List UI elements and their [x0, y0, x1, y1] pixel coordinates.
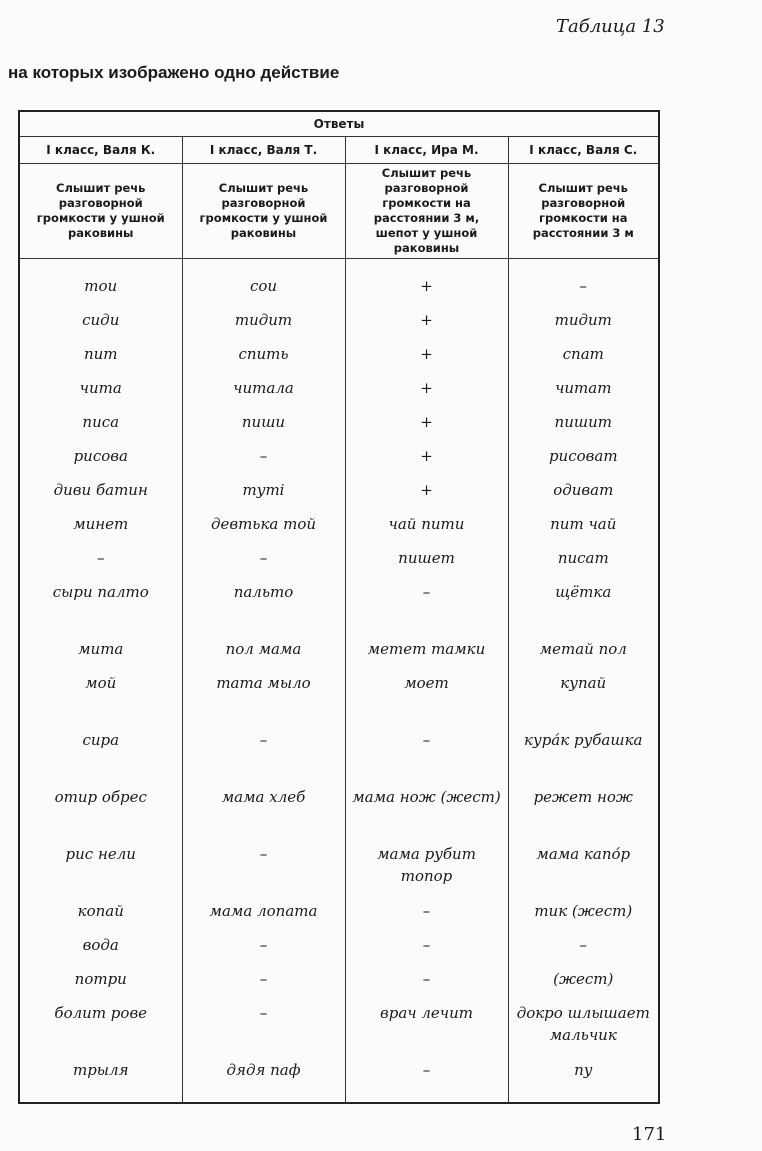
table-cell: –	[182, 843, 345, 900]
table-cell: мама рубит топор	[345, 843, 508, 900]
table-cell: –	[345, 581, 508, 638]
table-cell: читала	[182, 377, 345, 411]
table-cell: –	[19, 547, 182, 581]
table-cell: –	[345, 968, 508, 1002]
section-heading: на которых изображено одно действие	[8, 63, 340, 82]
table-row	[19, 968, 659, 1002]
table-cell: пальто	[182, 581, 345, 638]
table-cell: врач лечит	[345, 1002, 508, 1059]
table-cell: туті	[182, 479, 345, 513]
table-row	[19, 900, 659, 934]
spacer-cell	[182, 259, 345, 276]
table-cell: минет	[19, 513, 182, 547]
table-row	[19, 513, 659, 547]
table-row	[19, 1002, 659, 1059]
table-row	[19, 638, 659, 672]
student-col-2: I класс, Валя Т.	[182, 137, 345, 164]
table-cell: тидит	[508, 309, 659, 343]
table-cell: сира	[19, 729, 182, 786]
answers-header: Ответы	[19, 111, 659, 137]
hearing-col-3: Слышит речь разговорной громкости на расстоянии 3 м, шепот у ушной раковины	[345, 164, 508, 259]
student-col-3: I класс, Ира М.	[345, 137, 508, 164]
table-cell: купай	[508, 672, 659, 729]
table-cell: вода	[19, 934, 182, 968]
table-cell: сыри палто	[19, 581, 182, 638]
table-cell: потри	[19, 968, 182, 1002]
student-row	[19, 137, 659, 164]
table-row	[19, 934, 659, 968]
table-cell: (жест)	[508, 968, 659, 1002]
table-cell: диви батин	[19, 479, 182, 513]
table-cell: трыля	[19, 1059, 182, 1103]
table-row	[19, 729, 659, 786]
table-cell: +	[345, 343, 508, 377]
spacer-cell	[19, 259, 182, 276]
table-cell: –	[182, 968, 345, 1002]
table-cell: –	[345, 900, 508, 934]
table-row	[19, 547, 659, 581]
table-cell: писат	[508, 547, 659, 581]
table-cell: чита	[19, 377, 182, 411]
table-cell: +	[345, 275, 508, 309]
table-row	[19, 1059, 659, 1103]
table-cell: тидит	[182, 309, 345, 343]
top-spacer	[19, 259, 659, 276]
table-cell: –	[182, 1002, 345, 1059]
table-cell: мама лопата	[182, 900, 345, 934]
table-row	[19, 343, 659, 377]
table-cell: –	[182, 729, 345, 786]
table-row	[19, 309, 659, 343]
table-row	[19, 672, 659, 729]
spacer-cell	[345, 259, 508, 276]
student-col-1: I класс, Валя К.	[19, 137, 182, 164]
table-cell: –	[508, 275, 659, 309]
table-cell: тата мыло	[182, 672, 345, 729]
hearing-col-4: Слышит речь разговорной громкости на расстоянии 3 м	[508, 164, 659, 259]
table-cell: рисова	[19, 445, 182, 479]
table-cell: пол мама	[182, 638, 345, 672]
table-cell: рис нели	[19, 843, 182, 900]
hearing-row	[19, 164, 659, 259]
table-cell: +	[345, 309, 508, 343]
table-cell: тои	[19, 275, 182, 309]
table-cell: мама нож (жест)	[345, 786, 508, 843]
table-caption: Таблица 13	[556, 16, 665, 37]
table-row	[19, 786, 659, 843]
table-cell: щётка	[508, 581, 659, 638]
table-cell: отир обрес	[19, 786, 182, 843]
table-cell: пишит	[508, 411, 659, 445]
table-cell: спат	[508, 343, 659, 377]
table-cell: +	[345, 411, 508, 445]
table-row	[19, 411, 659, 445]
table-cell: –	[182, 547, 345, 581]
table-cell: режет нож	[508, 786, 659, 843]
table-cell: –	[182, 934, 345, 968]
table-cell: пишет	[345, 547, 508, 581]
table-row	[19, 581, 659, 638]
table-cell: писа	[19, 411, 182, 445]
table-cell: копай	[19, 900, 182, 934]
table-cell: пит	[19, 343, 182, 377]
table-cell: +	[345, 377, 508, 411]
table-cell: пит чай	[508, 513, 659, 547]
table-row	[19, 445, 659, 479]
table-cell: метай пол	[508, 638, 659, 672]
table-cell: метет тамки	[345, 638, 508, 672]
page-number: 171	[632, 1124, 667, 1145]
spacer-cell	[508, 259, 659, 276]
table-cell: тик (жест)	[508, 900, 659, 934]
table-cell: –	[345, 729, 508, 786]
student-col-4: I класс, Валя С.	[508, 137, 659, 164]
table-cell: мой	[19, 672, 182, 729]
table-cell: +	[345, 445, 508, 479]
table-cell: дядя паф	[182, 1059, 345, 1103]
hearing-col-2: Слышит речь разговорной громкости у ушной раковины	[182, 164, 345, 259]
table-cell: болит рове	[19, 1002, 182, 1059]
table-cell: одиват	[508, 479, 659, 513]
table-cell: мита	[19, 638, 182, 672]
table-cell: девтька той	[182, 513, 345, 547]
table-cell: +	[345, 479, 508, 513]
table-cell: –	[508, 934, 659, 968]
table-cell: читат	[508, 377, 659, 411]
table-row	[19, 275, 659, 309]
table-row	[19, 843, 659, 900]
table-cell: сиди	[19, 309, 182, 343]
table-cell: –	[345, 934, 508, 968]
table-row	[19, 479, 659, 513]
answers-body	[19, 259, 659, 1104]
hearing-col-1: Слышит речь разговорной громкости у ушной раковины	[19, 164, 182, 259]
table-cell: пу	[508, 1059, 659, 1103]
table-cell: –	[345, 1059, 508, 1103]
table-cell: мама хлеб	[182, 786, 345, 843]
table-cell: рисоват	[508, 445, 659, 479]
table-cell: мама капо́р	[508, 843, 659, 900]
table-cell: сои	[182, 275, 345, 309]
table-cell: моет	[345, 672, 508, 729]
table-cell: кура́к рубашка	[508, 729, 659, 786]
table-cell: чай пити	[345, 513, 508, 547]
table-cell: докро шлышает мальчик	[508, 1002, 659, 1059]
table-cell: спить	[182, 343, 345, 377]
table-cell: пиши	[182, 411, 345, 445]
answers-table	[18, 110, 660, 1104]
table-cell: –	[182, 445, 345, 479]
table-row	[19, 377, 659, 411]
